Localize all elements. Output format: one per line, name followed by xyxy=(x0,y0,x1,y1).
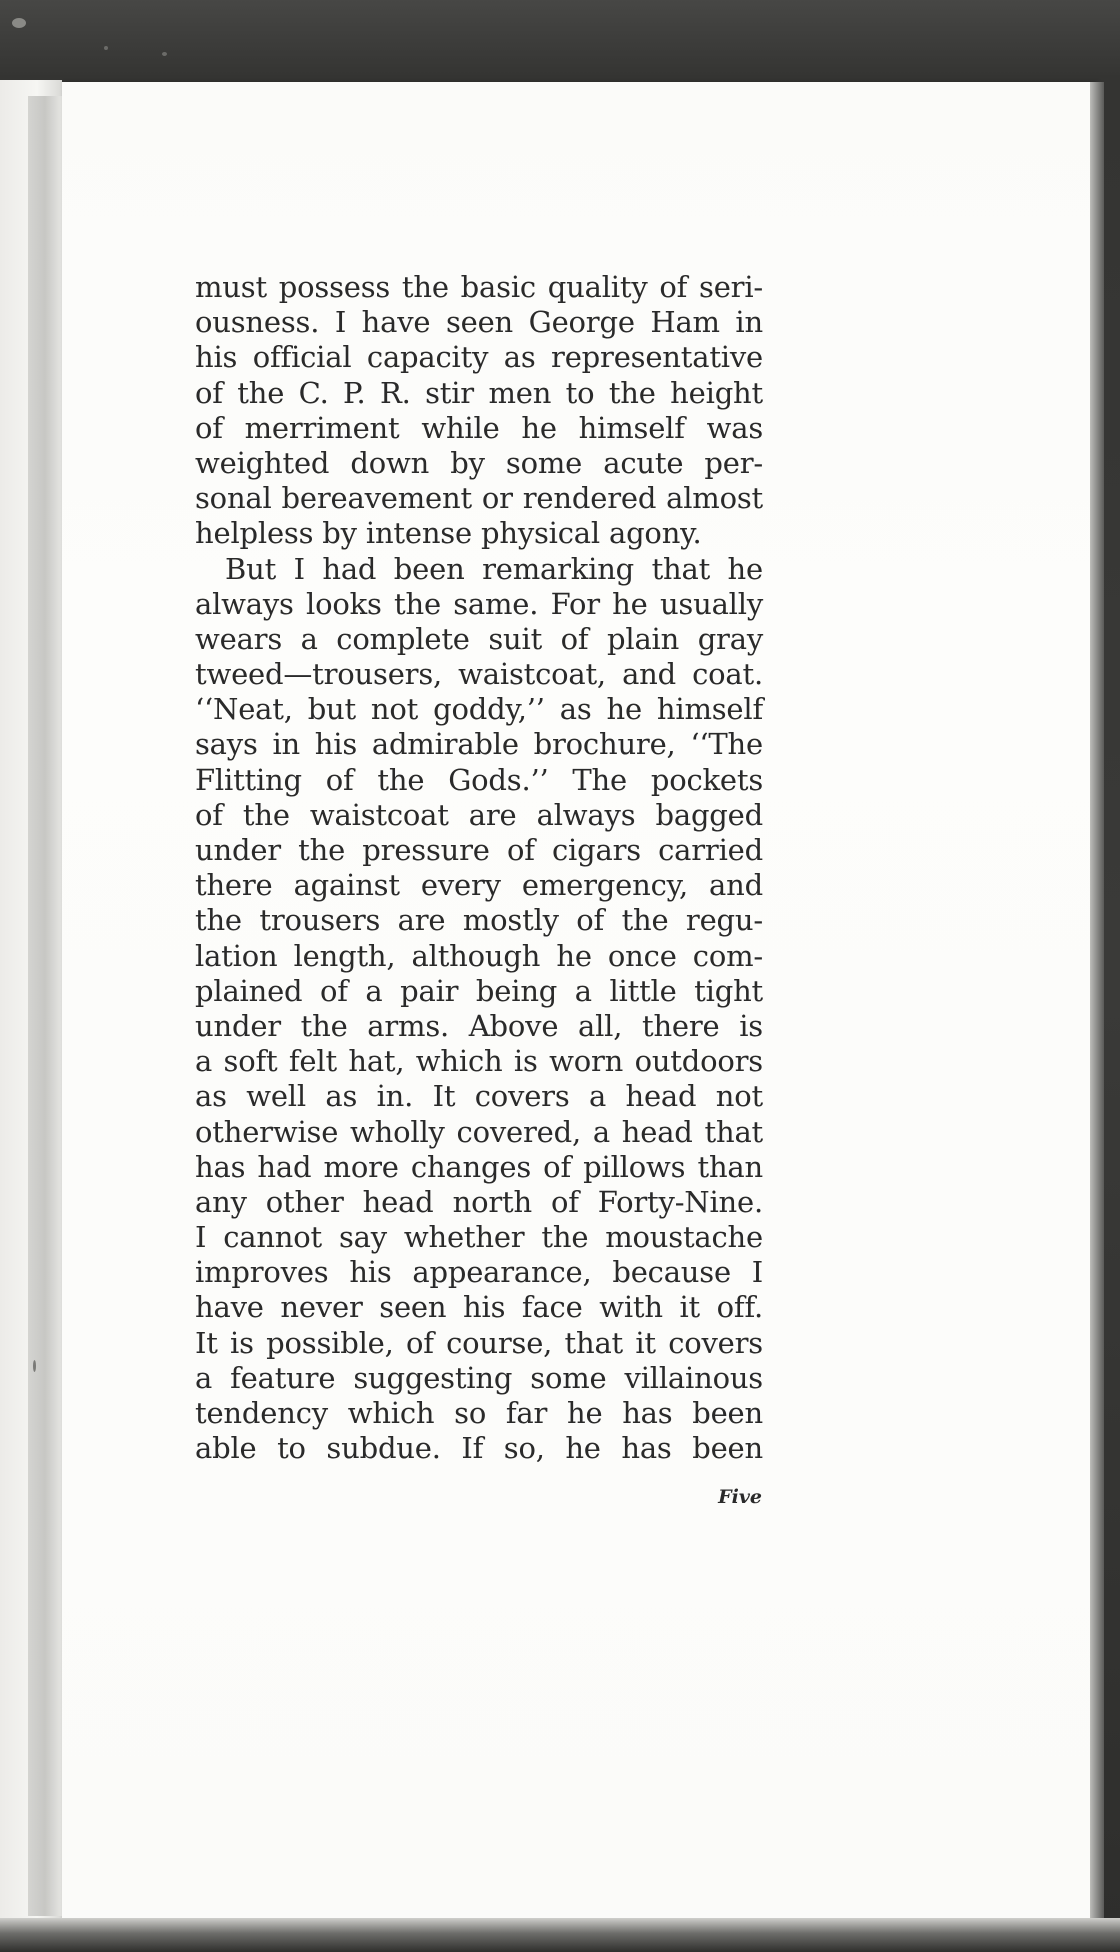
text-line: the trousers are mostly of the regu- xyxy=(195,903,763,938)
text-line: his official capacity as representative xyxy=(195,340,763,375)
text-line: Flitting of the Gods.’’ The pockets xyxy=(195,762,763,797)
text-line: have never seen his face with it off. xyxy=(195,1290,763,1325)
text-line: there against every emergency, and xyxy=(195,868,763,903)
scan-speck xyxy=(33,1360,36,1372)
text-line: any other head north of Forty-Nine. xyxy=(195,1184,763,1219)
text-line: improves his appearance, because I xyxy=(195,1255,763,1290)
text-line: helpless by intense physical agony. xyxy=(195,516,702,551)
text-line: ‘‘Neat, but not goddy,’’ as he himself xyxy=(195,692,763,727)
text-line: tweed—trousers, waistcoat, and coat. xyxy=(195,657,763,692)
text-line: a feature suggesting some villainous xyxy=(195,1360,763,1395)
text-line: under the arms. Above all, there is xyxy=(195,1008,763,1043)
scan-speck xyxy=(12,18,26,28)
body-text xyxy=(195,270,763,1466)
scan-speck xyxy=(162,52,167,56)
text-line: tendency which so far he has been xyxy=(195,1396,763,1430)
text-line: says in his admirable brochure, ‘‘The xyxy=(195,727,763,762)
text-line: of the waistcoat are always bagged xyxy=(195,797,763,832)
page-number: Five xyxy=(718,1486,762,1508)
text-line: under the pressure of cigars carried xyxy=(195,833,763,867)
text-line: a soft felt hat, which is worn outdoors xyxy=(195,1044,763,1079)
book-gutter xyxy=(28,96,62,1916)
text-line: wears a complete suit of plain gray xyxy=(195,621,763,656)
text-line: always looks the same. For he usually xyxy=(195,586,763,621)
text-line: weighted down by some acute per- xyxy=(195,445,763,480)
text-line: otherwise wholly covered, a head that xyxy=(195,1114,763,1149)
text-line: must possess the basic quality of seri- xyxy=(195,270,763,304)
text-line: of the C. P. R. stir men to the height xyxy=(195,375,763,410)
text-line: has had more changes of pillows than xyxy=(195,1149,763,1184)
text-line: able to subdue. If so, he has been xyxy=(195,1431,763,1466)
text-line: plained of a pair being a little tight xyxy=(195,973,763,1008)
scan-speck xyxy=(104,46,108,50)
text-line: It is possible, of course, that it covers xyxy=(195,1325,763,1360)
text-line: as well as in. It covers a head not xyxy=(195,1079,763,1114)
page-edge-shadow xyxy=(1090,82,1104,1924)
text-line: ousness. I have seen George Ham in xyxy=(195,305,763,340)
text-line: of merriment while he himself was xyxy=(195,410,763,445)
text-line: lation length, although he once com- xyxy=(195,938,763,973)
text-line: But I had been remarking that he xyxy=(225,551,763,586)
page-bottom-edge xyxy=(0,1918,1120,1952)
text-line: I cannot say whether the moustache xyxy=(195,1220,763,1255)
text-line: sonal bereavement or rendered almost xyxy=(195,481,763,516)
